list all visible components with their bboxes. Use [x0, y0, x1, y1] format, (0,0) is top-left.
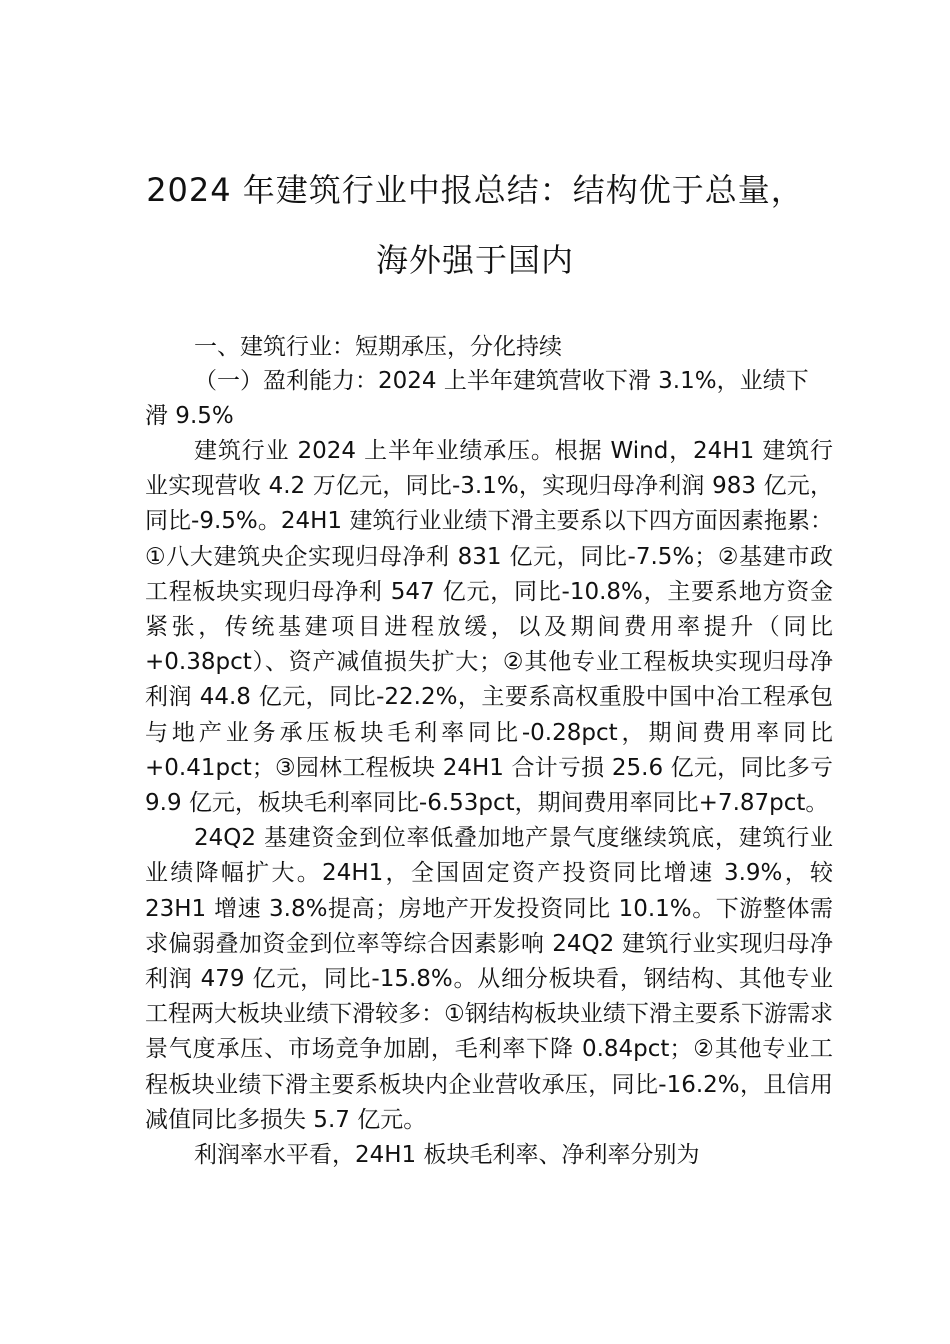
body-text	[145, 434, 833, 1173]
paragraph-1: 建筑行业 2024 上半年业绩承压。根据 Wind，24H1 建筑行业实现营收 4.2 万亿元，同比-3.1%，实现归母净利润 983 亿元，同比-9.5%。24H1 建筑行业业绩下滑主要系以下四方面因素拖累：①八大建筑央企实现归母净利 831 亿元，同比-7.5%；②基建市政工程板块实现归母净利 547 亿元，同比-10.8%，主要系地方资金紧张，传统基建项目进程放缓，以及期间费用率提升（同比+0.38pct）、资产减值损失扩大；②其他专业工程板块实现归母净利润 44.8 亿元，同比-22.2%，主要系高权重股中国中冶工程承包与地产业务承压板块毛利率同比-0.28pct，期间费用率同比+0.41pct；③园林工程板块 24H1 合计亏损 25.6 亿元，同比多亏 9.9 亿元，板块毛利率同比-6.53pct，期间费用率同比+7.87pct。	[145, 438, 833, 817]
document-title-line-1: 2024 年建筑行业中报总结：结构优于总量，	[146, 171, 804, 209]
paragraph-3: 利润率水平看，24H1 板块毛利率、净利率分别为	[194, 1142, 700, 1169]
subsection-heading: （一）盈利能力：2024 上半年建筑营收下滑 3.1%，业绩下滑 9.5%	[145, 368, 809, 429]
section-heading: 一、建筑行业：短期承压，分化持续	[194, 334, 562, 360]
paragraph-2: 24Q2 基建资金到位率低叠加地产景气度继续筑底，建筑行业业绩降幅扩大。24H1，全国固定资产投资同比增速 3.9%，较 23H1 增速 3.8%提高；房地产开发投资同比 10.1%。下游整体需求偏弱叠加资金到位率等综合因素影响 24Q2 建筑行业实现归母净利润 479 亿元，同比-15.8%。从细分板块看，钢结构、其他专业工程两大板块业绩下滑较多：①钢结构板块业绩下滑主要系下游需求景气度承压、市场竞争加剧，毛利率下降 0.84pct；②其他专业工程板块业绩下滑主要系板块内企业营收承压，同比-16.2%，且信用减值同比多损失 5.7 亿元。	[145, 825, 833, 1133]
document-title-line-2: 海外强于国内	[375, 241, 574, 279]
